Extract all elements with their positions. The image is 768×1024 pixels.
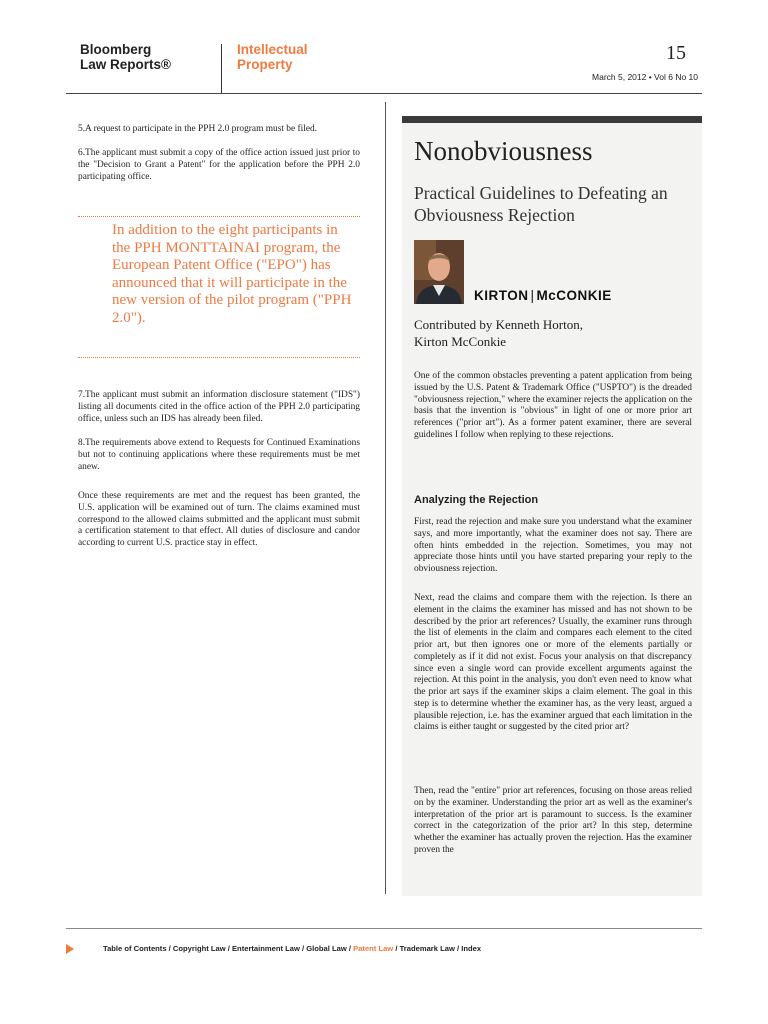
article-paragraph-1: First, read the rejection and make sure you understand what the examiner says, and more importantly, what the examiner does not say. There are often hints embedded in the rejection. Sometimes, you may not appreciate those hints until you have started preparing your reply to the obviousness rejection.: [414, 517, 692, 574]
firm-logo: [474, 288, 612, 303]
author-photo: [414, 240, 464, 304]
footer-separator: /: [166, 944, 173, 953]
firm-logo-mcconkie: McCONKIE: [536, 288, 612, 303]
footer-link-trademark-law[interactable]: Trademark Law: [399, 944, 455, 953]
firm-logo-separator: |: [530, 288, 535, 303]
article-title: Nonobviousness: [414, 136, 593, 166]
article-paragraph-2: Next, read the claims and compare them with the rejection. Is there an element in the claims the examiner has missed and has not shown to be described by the prior art references? Usually, the examiner runs through the list of elements in the claim and compares each element to the cited prior art, but then ignores one or more of the elements partially or completely as if it did not exist. Focus your analysis on that discrepancy since even a single word can provide excellent arguments against the rejection. At this point in the analysis, you don't even need to know what the prior art says if the examiner skips a claim element. The goal in this step is to determine whether the examiner has, as the very least, argued a plausible rejection, i.e. has the examiner argued that each limitation in the claims is either taught or suggested by the cited prior art?: [414, 593, 692, 733]
brand-line-2: Law Reports®: [80, 57, 171, 72]
brand-line-1: Bloomberg: [80, 42, 152, 57]
pullquote-top-rule: [78, 216, 360, 217]
footer-rule: [66, 928, 702, 929]
footer-separator: /: [454, 944, 462, 953]
footer-navigation: [103, 944, 481, 953]
publication-brand: [80, 42, 171, 72]
firm-logo-kirton: KIRTON: [474, 288, 529, 303]
requirement-item-5: 5.A request to participate in the PPH 2.0 program must be filed.: [78, 124, 318, 134]
article-panel: [402, 116, 702, 896]
contributor-line-2: Kirton McConkie: [414, 334, 507, 349]
next-arrow-icon[interactable]: [66, 944, 74, 954]
footer-separator: /: [346, 944, 354, 953]
section-heading: Analyzing the Rejection: [414, 494, 539, 506]
contributor-line-1: Contributed by Kenneth Horton,: [414, 317, 583, 332]
requirement-item-8: 8.The requirements above extend to Requests for Continued Examinations but not to continuing applications where these requirements must be met anew.: [78, 438, 360, 472]
footer-separator: /: [299, 944, 307, 953]
footer-separator: /: [225, 944, 232, 953]
section-title: [237, 42, 308, 72]
contributor-credit: [414, 316, 694, 350]
footer-link-table-of-contents[interactable]: Table of Contents: [103, 944, 167, 953]
column-divider: [385, 102, 386, 894]
pullquote-bottom-rule: [78, 357, 360, 358]
footer-link-global-law[interactable]: Global Law: [306, 944, 347, 953]
requirement-item-6: 6.The applicant must submit a copy of the office action issued just prior to the "Decision to Grant a Patent" for the application before the PPH 2.0 participating office.: [78, 148, 360, 182]
section-title-line-2: Property: [237, 57, 293, 72]
issue-date: March 5, 2012 • Vol 6 No 10: [592, 72, 698, 82]
pull-quote: In addition to the eight participants in the PPH MONTTAINAI program, the European Patent Office ("EPO") has announced that it will participate in the new version of the pilot program ("PPH 2.0").: [112, 222, 352, 326]
header-rule: [66, 93, 702, 94]
footer-link-patent-law[interactable]: Patent Law: [353, 944, 394, 953]
section-title-line-1: Intellectual: [237, 42, 308, 57]
header-divider: [221, 44, 222, 94]
closing-paragraph: Once these requirements are met and the request has been granted, the U.S. application will be examined out of turn. The claims examined must correspond to the allowed claims submitted and the applicant must submit a certification statement to that effect. All duties of disclosure and candor according to current U.S. practice stay in effect.: [78, 491, 360, 549]
footer-separator: /: [393, 944, 400, 953]
article-top-bar: [402, 116, 702, 123]
footer-link-index[interactable]: Index: [461, 944, 482, 953]
footer-link-entertainment-law[interactable]: Entertainment Law: [231, 944, 300, 953]
article-subtitle: Practical Guidelines to Defeating an Obviousness Rejection: [414, 183, 668, 225]
footer-link-copyright-law[interactable]: Copyright Law: [172, 944, 226, 953]
requirement-item-7: 7.The applicant must submit an information disclosure statement ("IDS") listing all documents cited in the office action of the PPH 2.0 participating office, unless such an IDS has already been filed.: [78, 390, 360, 424]
page-number: 15: [666, 42, 686, 64]
article-paragraph-3: Then, read the "entire" prior art references, focusing on those areas relied on by the examiner. Understanding the prior art as well as the examiner's interpretation of the prior art is paramount to success. Is the examiner correct in the categorization of the prior art? In this step, determine whether the examiner has actually proven the rejection. Has the examiner proven the: [414, 786, 692, 855]
article-intro: One of the common obstacles preventing a patent application from being issued by the U.S. Patent & Trademark Office ("USPTO") is the dreaded "obviousness rejection," where the examiner rejects the application on the basis that the invention is "obvious" in light of one or more prior art references ("prior art"). As a former patent examiner, there are several guidelines I follow when replying to these rejections.: [414, 371, 692, 440]
